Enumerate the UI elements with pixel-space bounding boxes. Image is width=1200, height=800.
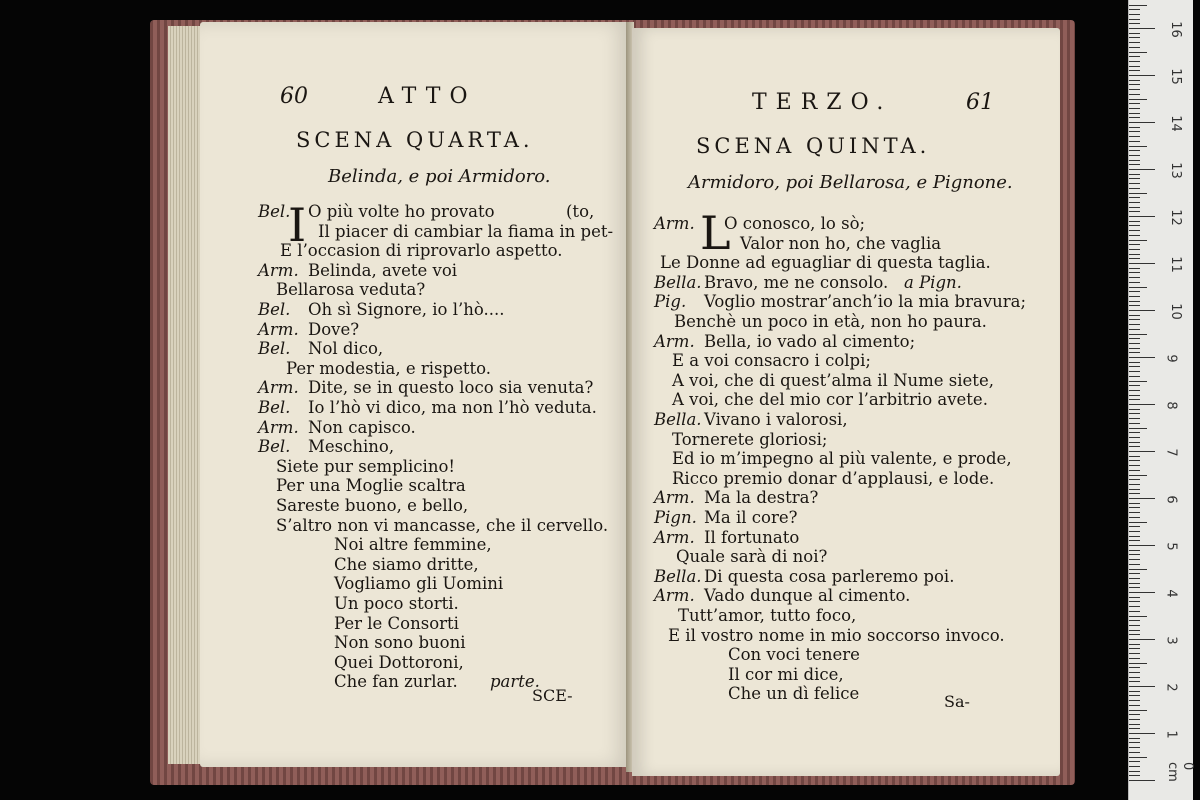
verse-line: Voglio mostrar’anch’io la mia bravura; (704, 292, 1027, 312)
speaker-label: Bella. (654, 410, 702, 429)
ruler-tick (1129, 282, 1140, 283)
ruler-tick (1129, 108, 1140, 109)
verse-line: E l’occasion di riprovarlo aspetto. (280, 241, 563, 261)
ruler-tick (1129, 719, 1140, 720)
ruler-tick (1129, 385, 1140, 386)
ruler-tick (1129, 14, 1140, 15)
ruler-tick (1129, 183, 1140, 184)
ruler-tick (1129, 399, 1140, 400)
ruler-tick (1129, 169, 1155, 170)
ruler-tick (1129, 724, 1140, 725)
ruler-label: 4 (1163, 589, 1179, 598)
verse-line: Che siamo dritte, (334, 554, 479, 574)
ruler-tick (1129, 465, 1140, 466)
ruler-tick (1129, 456, 1140, 457)
verse-line: Sareste buono, e bello, (276, 496, 469, 515)
ruler-tick (1129, 381, 1147, 382)
verse-line: Vogliamo gli Uomini (334, 574, 504, 594)
ruler-tick (1129, 84, 1140, 85)
ruler-tick (1129, 479, 1140, 480)
ruler-tick (1129, 681, 1140, 682)
line-annotation: (to, (566, 202, 595, 221)
ruler-tick (1129, 155, 1140, 156)
verse-line: A voi, che di quest’alma il Nume siete, (672, 370, 994, 390)
ruler-tick (1129, 536, 1140, 537)
scene-title: SCENA QUARTA. (296, 128, 534, 152)
ruler-tick (1129, 484, 1140, 485)
ruler-tick (1129, 193, 1147, 194)
ruler-tick (1129, 442, 1140, 443)
ruler-tick (1129, 597, 1140, 598)
ruler-tick (1129, 550, 1140, 551)
ruler-tick (1129, 315, 1140, 316)
speaker-label: Arm. (654, 488, 695, 508)
ruler-tick (1129, 489, 1140, 490)
ruler-tick (1129, 207, 1140, 208)
drop-cap: I (288, 198, 307, 252)
ruler-tick (1129, 761, 1140, 762)
ruler-tick (1129, 460, 1140, 461)
ruler-tick (1129, 235, 1140, 236)
ruler-tick (1129, 150, 1140, 151)
verse-line: Ma la destra? (704, 488, 819, 508)
ruler-label: 8 (1163, 401, 1179, 410)
ruler-tick (1129, 287, 1147, 288)
ruler-label: 11 (1167, 256, 1183, 273)
ruler-tick (1129, 677, 1140, 678)
verse-line: Io l’hò vi dico, ma non l’hò veduta. (308, 398, 597, 417)
ruler-tick (1129, 216, 1155, 217)
verse-line: Oh sì Signore, io l’hò.... (308, 300, 505, 319)
ruler-tick (1129, 305, 1140, 306)
ruler-tick (1129, 395, 1140, 396)
ruler-tick (1129, 413, 1140, 414)
verse-line: E a voi consacro i colpi; (672, 351, 871, 371)
ruler-label: 9 (1163, 354, 1179, 363)
speaker-label: Arm. (654, 331, 695, 351)
ruler-tick (1129, 771, 1140, 772)
ruler-tick (1129, 254, 1140, 255)
ruler-tick (1129, 319, 1140, 320)
ruler-label: 0 cm (1165, 762, 1195, 782)
drop-cap: L (700, 206, 731, 260)
ruler-tick (1129, 33, 1140, 34)
ruler-tick (1129, 348, 1140, 349)
ruler-tick (1129, 404, 1155, 405)
ruler-label: 2 (1163, 683, 1179, 692)
verse-line: Per modestia, e rispetto. (286, 358, 491, 378)
ruler-label: 14 (1167, 115, 1183, 132)
verse-line: Bellarosa veduta? (276, 280, 426, 300)
ruler-tick (1129, 52, 1147, 53)
ruler-tick (1129, 653, 1140, 654)
speaker-label: Arm. (258, 319, 299, 339)
verse-line: Bella, io vado al cimento; (704, 331, 916, 351)
ruler-tick (1129, 23, 1140, 24)
speaker-label: Bel. (258, 398, 291, 417)
ruler-tick (1129, 141, 1140, 142)
ruler-tick (1129, 733, 1155, 734)
ruler-tick (1129, 639, 1155, 640)
ruler-tick (1129, 616, 1147, 617)
ruler-tick (1129, 451, 1155, 452)
verse-line: Ma il core? (704, 508, 798, 527)
verse-line: Il piacer di cambiar la fiama in pet- (318, 221, 614, 241)
verse-line: Di questa cosa parleremo poi. (704, 566, 955, 586)
verse-line: Tornerete gloriosi; (672, 429, 828, 449)
ruler-tick (1129, 573, 1140, 574)
ruler-tick (1129, 202, 1140, 203)
ruler-tick (1129, 113, 1140, 114)
ruler-label: 5 (1163, 542, 1179, 551)
verse-line: Nol dico, (308, 339, 384, 359)
page-number: 61 (966, 90, 994, 115)
ruler-tick (1129, 667, 1140, 668)
ruler-tick (1129, 42, 1140, 43)
ruler-tick (1129, 611, 1140, 612)
ruler-tick (1129, 738, 1140, 739)
verse-line: S’altro non vi mancasse, che il cervello. (276, 515, 609, 535)
ruler-tick (1129, 780, 1155, 781)
ruler-tick (1129, 526, 1140, 527)
running-head: ATTO (378, 84, 477, 109)
ruler-tick (1129, 103, 1140, 104)
speaker-label: Bel. (258, 202, 291, 221)
ruler-tick (1129, 329, 1140, 330)
ruler-tick (1129, 244, 1140, 245)
ruler-tick (1129, 310, 1155, 311)
ruler-tick (1129, 211, 1140, 212)
ruler-tick (1129, 324, 1140, 325)
ruler-tick (1129, 296, 1140, 297)
ruler-tick (1129, 249, 1140, 250)
ruler-tick (1129, 371, 1140, 372)
verse-line: Ricco premio donar d’applausi, e lode. (672, 468, 995, 488)
ruler-tick (1129, 56, 1140, 57)
ruler-tick (1129, 606, 1140, 607)
ruler-tick (1129, 89, 1140, 90)
ruler-tick (1129, 334, 1147, 335)
verse-line: Con voci tenere (728, 645, 860, 665)
ruler-label: 7 (1163, 448, 1179, 457)
running-head: TERZO. (752, 90, 893, 115)
measuring-ruler (1128, 0, 1193, 800)
verse-line: Dove? (308, 319, 360, 339)
page-number: 60 (280, 84, 308, 109)
ruler-tick (1129, 714, 1140, 715)
verse-line: Un poco storti. (334, 594, 459, 613)
ruler-tick (1129, 301, 1140, 302)
ruler-tick (1129, 601, 1140, 602)
ruler-tick (1129, 37, 1140, 38)
ruler-tick (1129, 540, 1140, 541)
verse-line: Siete pur semplicino! (276, 456, 456, 476)
ruler-tick (1129, 136, 1140, 137)
ruler-tick (1129, 366, 1140, 367)
verse-line: Bravo, me ne consolo. (704, 272, 889, 292)
ruler-tick (1129, 766, 1140, 767)
line-annotation: parte. (490, 672, 540, 692)
ruler-tick (1129, 117, 1140, 118)
ruler-tick (1129, 127, 1140, 128)
ruler-tick (1129, 710, 1147, 711)
verse-line: Le Donne ad eguagliar di questa taglia. (660, 253, 991, 273)
ruler-tick (1129, 61, 1140, 62)
ruler-tick (1129, 268, 1140, 269)
ruler-tick (1129, 338, 1140, 339)
ruler-tick (1129, 446, 1140, 447)
ruler-tick (1129, 160, 1140, 161)
verse-line: A voi, che del mio cor l’arbitrio avete. (672, 390, 988, 410)
verse-line: Meschino, (308, 437, 395, 457)
verse-line: Che un dì felice (728, 684, 860, 704)
speaker-label: Arm. (258, 417, 299, 437)
ruler-tick (1129, 47, 1140, 48)
ruler-tick (1129, 19, 1140, 20)
verse-line: Non sono buoni (334, 633, 466, 653)
ruler-tick (1129, 644, 1140, 645)
speaker-label: Pign. (654, 508, 697, 527)
ruler-tick (1129, 164, 1140, 165)
ruler-tick (1129, 522, 1147, 523)
ruler-tick (1129, 747, 1140, 748)
speaker-label: Bel. (258, 339, 291, 359)
ruler-tick (1129, 437, 1140, 438)
ruler-tick (1129, 174, 1140, 175)
ruler-tick (1129, 630, 1140, 631)
ruler-tick (1129, 686, 1155, 687)
ruler-tick (1129, 122, 1155, 123)
ruler-tick (1129, 197, 1140, 198)
ruler-label: 13 (1167, 162, 1183, 179)
ruler-tick (1129, 5, 1147, 6)
scene-characters: Belinda, e poi Armidoro. (328, 166, 551, 187)
ruler-tick (1129, 695, 1140, 696)
ruler-tick (1129, 423, 1140, 424)
ruler-tick (1129, 99, 1147, 100)
verse-line: Quale sarà di noi? (676, 547, 828, 567)
line-annotation: a Pign. (904, 272, 962, 292)
ruler-tick (1129, 470, 1140, 471)
ruler-tick (1129, 272, 1140, 273)
ruler-tick (1129, 225, 1140, 226)
speaker-label: Arm. (654, 214, 695, 233)
ruler-tick (1129, 554, 1140, 555)
verse-line: Belinda, avete voi (308, 260, 458, 280)
ruler-tick (1129, 503, 1140, 504)
ruler-tick (1129, 569, 1147, 570)
ruler-tick (1129, 700, 1140, 701)
verse-line: Vivano i valorosi, (704, 410, 848, 429)
ruler-tick (1129, 587, 1140, 588)
ruler-tick (1129, 507, 1140, 508)
verse-line: Benchè un poco in età, non ho paura. (674, 312, 987, 331)
verse-line: Quei Dottoroni, (334, 652, 464, 672)
ruler-tick (1129, 188, 1140, 189)
ruler-tick (1129, 428, 1147, 429)
ruler-tick (1129, 592, 1155, 593)
verse-line: Il fortunato (704, 527, 800, 547)
verse-line: Per le Consorti (334, 613, 459, 633)
verse-line: Dite, se in questo loco sia venuta? (308, 378, 594, 398)
ruler-tick (1129, 498, 1155, 499)
speaker-label: Pig. (654, 292, 687, 312)
ruler-tick (1129, 432, 1140, 433)
ruler-tick (1129, 70, 1140, 71)
ruler-tick (1129, 493, 1140, 494)
ruler-tick (1129, 178, 1140, 179)
ruler-tick (1129, 9, 1140, 10)
ruler-tick (1129, 775, 1140, 776)
ruler-tick (1129, 66, 1140, 67)
ruler-label: 15 (1167, 68, 1183, 85)
ruler-tick (1129, 559, 1140, 560)
ruler-tick (1129, 418, 1140, 419)
ruler-tick (1129, 658, 1140, 659)
speaker-label: Bel. (258, 437, 291, 457)
ruler-tick (1129, 376, 1140, 377)
ruler-tick (1129, 475, 1147, 476)
ruler-tick (1129, 80, 1140, 81)
verse-line: Noi altre femmine, (334, 535, 492, 555)
left-page (200, 22, 630, 767)
ruler-tick (1129, 409, 1140, 410)
ruler-tick (1129, 728, 1140, 729)
speaker-label: Arm. (654, 586, 695, 606)
ruler-tick (1129, 291, 1140, 292)
ruler-tick (1129, 625, 1140, 626)
ruler-tick (1129, 230, 1140, 231)
catchword: Sa- (944, 692, 970, 711)
ruler-tick (1129, 263, 1155, 264)
ruler-tick (1129, 28, 1155, 29)
verse-line: Non capisco. (308, 417, 416, 437)
verse-line: E il vostro nome in mio soccorso invoco. (668, 625, 1005, 645)
verse-line: Tutt’amor, tutto foco, (678, 606, 857, 625)
ruler-tick (1129, 672, 1140, 673)
ruler-tick (1129, 75, 1155, 76)
ruler-tick (1129, 757, 1147, 758)
ruler-tick (1129, 648, 1140, 649)
ruler-tick (1129, 362, 1140, 363)
ruler-tick (1129, 221, 1140, 222)
ruler-tick (1129, 742, 1140, 743)
ruler-tick (1129, 634, 1140, 635)
ruler-tick (1129, 258, 1140, 259)
ruler-tick (1129, 578, 1140, 579)
ruler-tick (1129, 517, 1140, 518)
right-page (632, 28, 1060, 776)
scene-title: SCENA QUINTA. (696, 134, 931, 158)
verse-line: Il cor mi dice, (728, 664, 844, 684)
verse-line: Valor non ho, che vaglia (740, 233, 942, 253)
ruler-tick (1129, 357, 1155, 358)
ruler-label: 3 (1163, 636, 1179, 645)
ruler-tick (1129, 512, 1140, 513)
verse-line: Che fan zurlar. (334, 672, 458, 692)
ruler-tick (1129, 390, 1140, 391)
speaker-label: Bel. (258, 300, 291, 319)
verse-line: Ed io m’impegno al più valente, e prode, (672, 449, 1012, 469)
ruler-tick (1129, 146, 1147, 147)
ruler-tick (1129, 277, 1140, 278)
ruler-tick (1129, 663, 1147, 664)
ruler-tick (1129, 691, 1140, 692)
ruler-label: 12 (1167, 209, 1183, 226)
catchword: SCE- (532, 686, 573, 705)
verse-line: Vado dunque al cimento. (704, 586, 911, 606)
speaker-label: Bella. (654, 272, 702, 292)
ruler-tick (1129, 531, 1140, 532)
ruler-tick (1129, 752, 1140, 753)
speaker-label: Arm. (654, 527, 695, 547)
ruler-tick (1129, 343, 1140, 344)
ruler-tick (1129, 240, 1147, 241)
ruler-tick (1129, 620, 1140, 621)
verse-line: Per una Moglie scaltra (276, 476, 466, 496)
speaker-label: Arm. (258, 260, 299, 280)
speaker-label: Arm. (258, 378, 299, 398)
ruler-tick (1129, 705, 1140, 706)
verse-line: O conosco, lo sò; (724, 214, 866, 233)
ruler-label: 1 (1163, 730, 1179, 739)
verse-line: O più volte ho provato (308, 202, 495, 221)
scene-characters: Armidoro, poi Bellarosa, e Pignone. (688, 172, 1013, 193)
ruler-label: 6 (1163, 495, 1179, 504)
ruler-tick (1129, 94, 1140, 95)
ruler-tick (1129, 131, 1140, 132)
ruler-label: 16 (1167, 21, 1183, 38)
speaker-label: Bella. (654, 566, 702, 586)
ruler-tick (1129, 352, 1140, 353)
ruler-tick (1129, 564, 1140, 565)
ruler-tick (1129, 545, 1155, 546)
ruler-tick (1129, 583, 1140, 584)
ruler-label: 10 (1167, 303, 1183, 320)
